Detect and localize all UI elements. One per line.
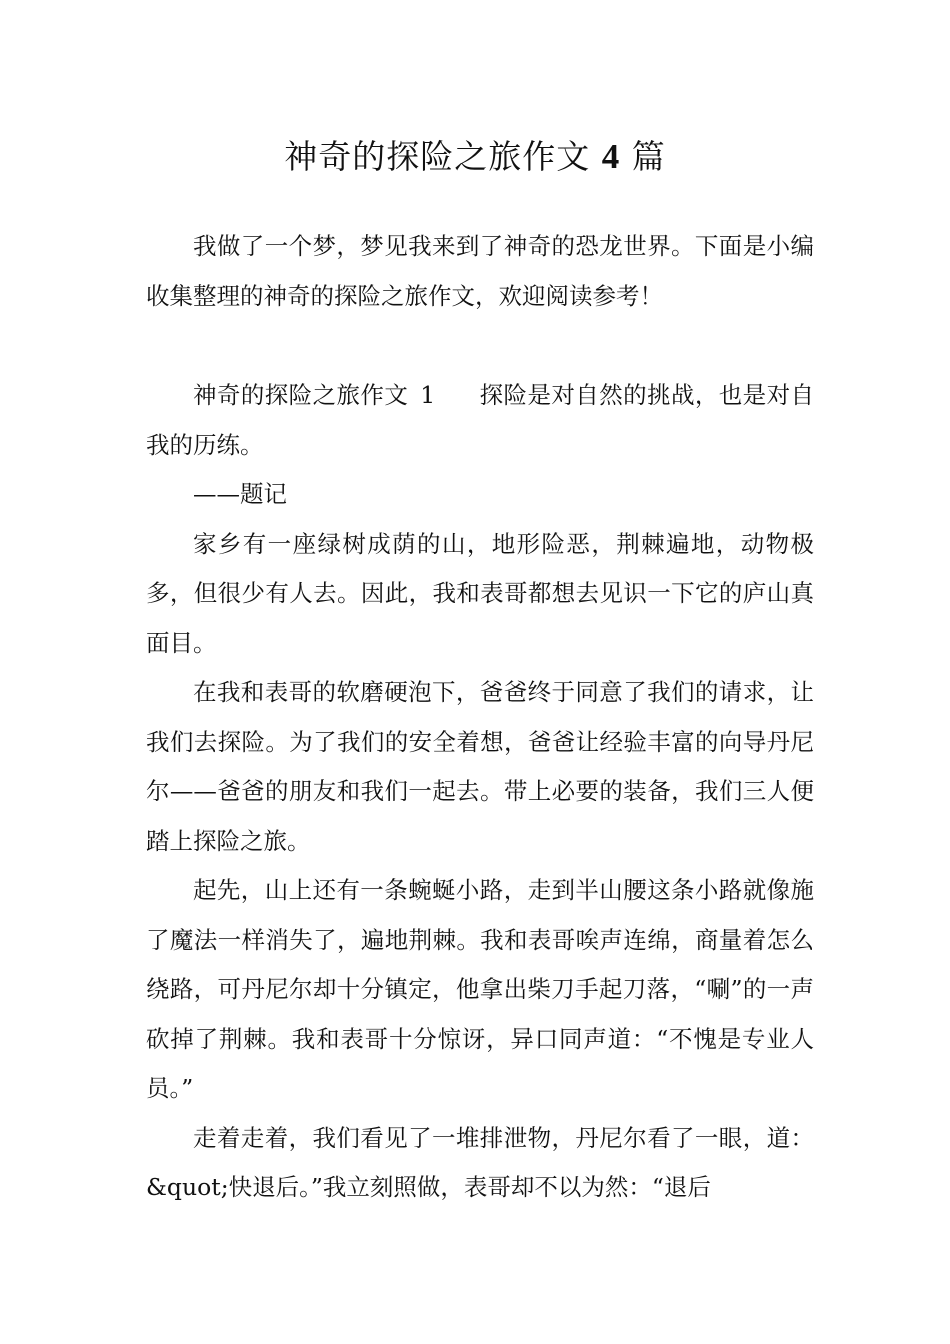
section-1-heading: 神奇的探险之旅作文 (193, 381, 409, 409)
intro-paragraph: 我做了一个梦，梦见我来到了神奇的恐龙世界。下面是小编收集整理的神奇的探险之旅作文，欢迎阅读参考！ (146, 232, 814, 310)
section-1-number: 1 (420, 381, 436, 409)
section-1-paragraph (146, 371, 814, 470)
title-main: 神奇的探险之旅作文 (284, 137, 591, 176)
body-paragraph-3: 起先，山上还有一条蜿蜒小路，走到半山腰这条小路就像施了魔法一样消失了，遍地荆棘。我和表哥唉声连绵，商量着怎么绕路，可丹尼尔却十分镇定，他拿出柴刀手起刀落，“唰”的一声砍掉了荆棘。我和表哥十分惊讶，异口同声道：“不愧是专业人员。” (146, 876, 814, 1102)
body-paragraph-1: 家乡有一座绿树成荫的山，地形险恶，荆棘遍地，动物极多，但很少有人去。因此，我和表哥都想去见识一下它的庐山真面目。 (146, 529, 814, 657)
title-suffix: 篇 (631, 137, 666, 176)
epigraph: ——题记 (193, 480, 287, 508)
document-body (146, 222, 814, 1213)
title-number: 4 (601, 137, 621, 176)
body-paragraph-4: 走着走着，我们看见了一堆排泄物，丹尼尔看了一眼，道：&quot;快退后。”我立刻照做，表哥却不以为然：“退后 (146, 1123, 814, 1201)
paragraph-gap (146, 321, 814, 371)
section-1-lead: 探险是对自然的挑战，也是对自我的历练。 (146, 381, 815, 459)
document-title (0, 132, 950, 182)
body-paragraph-2: 在我和表哥的软磨硬泡下，爸爸终于同意了我们的请求，让我们去探险。为了我们的安全着想，爸爸让经验丰富的向导丹尼尔——爸爸的朋友和我们一起去。带上必要的装备，我们三人便踏上探险之旅。 (146, 678, 814, 855)
